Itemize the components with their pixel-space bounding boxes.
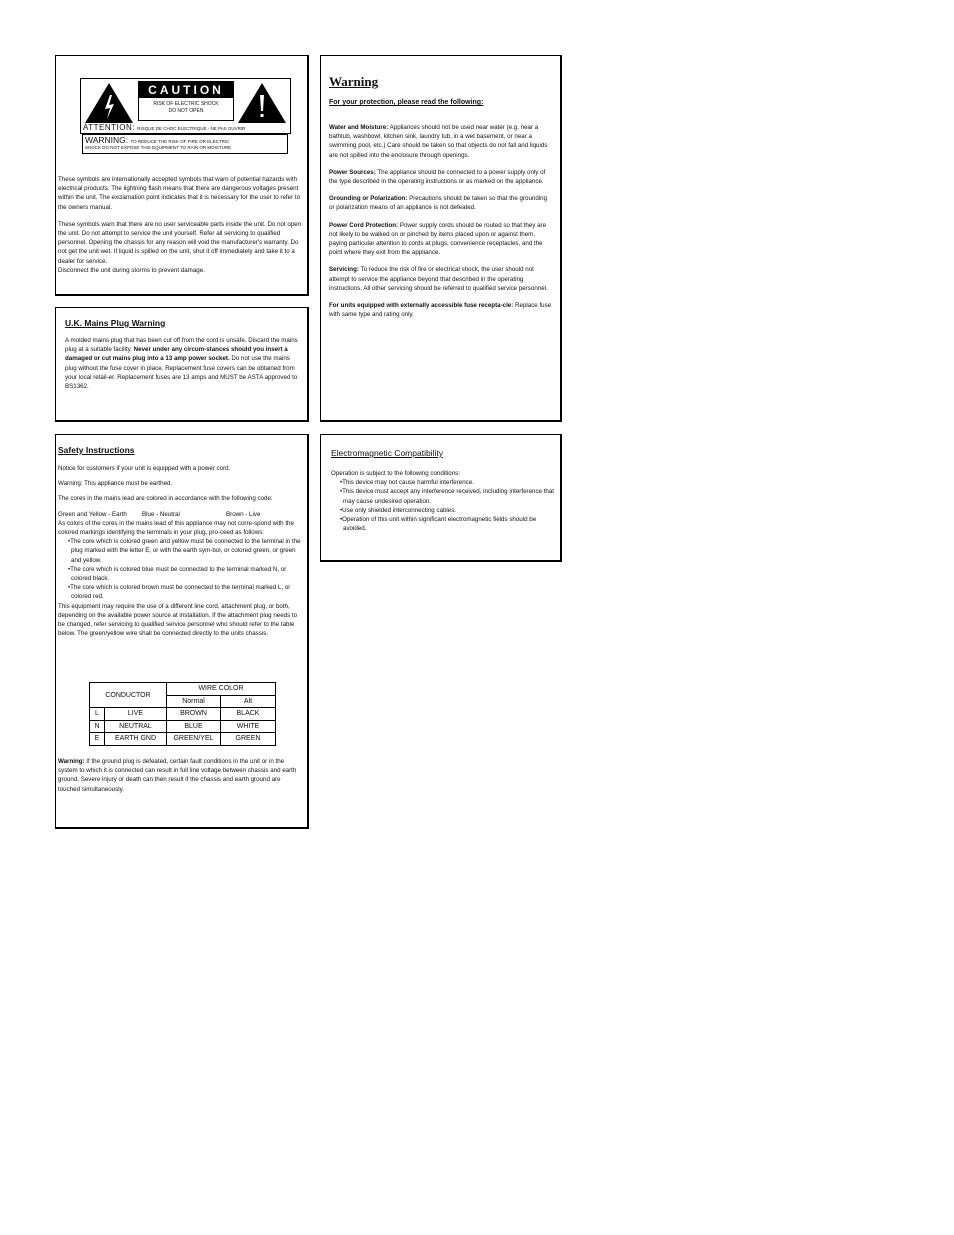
caution-para2: These symbols warn that there are no user serviceable parts inside the unit. Do not open the unit. Do not attempt to service the unit yourself. Refer all servicing to qualified personnel. Opening the chassis for any reason will void the manufacturer's warranty. Do not get the unit wet. If liquid is spilled on the unit, shut it off immediately and take it to a dealer for service.: [58, 220, 302, 265]
warning-title: Warning: [329, 74, 379, 89]
caution-para1: These symbols are internationally accepted symbols that warn of potential hazards with electrical products. The lightning flash means that there are dangerous voltages present within the unit. The exclamation point indicates that it is necessary for the user to refer to the owners manual.: [58, 176, 301, 211]
safety-p5: This equipment may require the use of a different line cord, attachment plug, or both, depending on the available power source at installation. If the attachment plug needs to be changed, refer servicing to qualified service personnel who should refer to the table below. The green/yellow wire shall be connected directly to the units chassis.: [58, 602, 298, 638]
warning-subtitle: For your protection, please read the following:: [329, 99, 484, 106]
caution-para3: Disconnect the unit during storms to prevent damage.: [58, 266, 205, 274]
attention-text: RISQUE DE CHOC ELECTRIQUE - NE PAS OUVRIR: [137, 126, 246, 131]
safety-panel: [55, 434, 309, 829]
alt-header: Alt: [221, 695, 276, 708]
emc-bullet: •This device may not cause harmful interference.: [340, 479, 474, 487]
warning-item-power-sources: Power Sources: The appliance should be connected to a power supply only of the type described in the operating instructions or as marked on the appliance.: [329, 168, 546, 186]
safety-bullet-brown: •The core which is colored brown must be connected to the terminal marked L, or colored red.: [68, 584, 291, 601]
warning-item-water: Water and Moisture: Appliances should not be used near water (e.g. near a bathtub, washbowl, kitchen sink, laundry tub, in a wet basement, or near a swimming pool, etc.) Care should be taken so that objects do not fall and liquids are not spilled into the enclosure through openings.: [329, 124, 548, 159]
safety-title: Safety Instructions: [58, 445, 135, 455]
safety-bullet-green: •The core which is colored green and yellow must be connected to the terminal in the plug marked with the letter E, or with the earth sym-bol, or colored green, or green and yellow.: [68, 538, 301, 564]
warning-label-box: [82, 134, 288, 154]
caution-sub1: RISK OF ELECTRIC SHOCK: [153, 101, 219, 107]
uk-plug-panel: [55, 307, 309, 422]
warning-item-grounding: Grounding or Polarization: Precautions should be taken so that the grounding or polarization means of an appliance is not defeated.: [329, 195, 548, 212]
caution-sub2: DO NOT OPEN: [168, 108, 204, 114]
emc-title: Electromagnetic Compatibility: [331, 448, 443, 458]
table-row: N NEUTRAL BLUE WHITE: [90, 720, 276, 733]
conductor-header: CONDUCTOR: [90, 683, 167, 708]
safety-ground-warning: Warning: If the ground plug is defeated, certain fault conditions in the unit or in the system to which it is connected can result in full line voltage between chassis and earth ground. Severe injury or death can then result if the chassis and earth ground are touched simultaneously.: [58, 758, 297, 793]
caution-panel: [55, 55, 309, 296]
table-row: E EARTH GND GREEN/YEL GREEN: [90, 733, 276, 746]
safety-p2: Warning: This appliance must be earthed.: [58, 480, 173, 488]
exclamation-warning-icon: [236, 81, 288, 125]
warning-item-power-cord: Power Cord Protection: Power supply cords should be routed so that they are not likely to be walked on or pinched by items placed upon or against them, paying particular attention to cords at plugs, convenience receptacles, and the point where they exit from the appliance.: [329, 221, 547, 257]
warning-text1: TO REDUCE THE RISK OF FIRE OR ELECTRIC: [130, 139, 230, 144]
safety-color-code: Green and Yellow - Earth Blue - Neutral Brown - Live: [58, 510, 261, 518]
caution-label: [80, 78, 291, 134]
uk-plug-title: U.K. Mains Plug Warning: [65, 318, 166, 328]
safety-bullet-blue: •The core which is colored blue must be connected to the terminal marked N, or colored black.: [68, 565, 287, 583]
normal-header: Normal: [167, 695, 221, 708]
warning-text2: SHOCK DO NOT EXPOSE THIS EQUIPMENT TO RAIN OR MOISTURE: [85, 145, 232, 150]
caution-box: [138, 81, 234, 121]
emc-bullet: •Operation of this unit within significant electromagnetic fields should be avoided.: [340, 516, 537, 533]
safety-p1: Notice for customers if your unit is equipped with a power cord.: [58, 465, 231, 472]
wire-color-header: WIRE COLOR: [167, 683, 276, 696]
lightning-warning-icon: [83, 81, 135, 125]
emc-bullet: •Use only shielded interconnecting cables.: [340, 506, 457, 514]
warning-item-fuse: For units equipped with externally accessible fuse recepta-cle: Replace fuse with same type and rating only.: [329, 302, 552, 319]
safety-p4: As colors of the cores in the mains lead of this appliance may not corre-spond with the colored markings identifying the terminals in your plug, pro-ceed as follows:: [58, 519, 294, 536]
wire-color-table: [89, 682, 276, 746]
table-row: L LIVE BROWN BLACK: [90, 708, 276, 721]
warning-item-servicing: Servicing: To reduce the risk of fire or electrical shock, the user should not attempt to service the appliance beyond that described in the operating instructions. All other servicing should be referred to qualified service personnel.: [329, 266, 548, 292]
uk-plug-text: A molded mains plug that has been cut off from the cord is unsafe. Discard the mains plug at a suitable facility. Never under any circum-stances should you insert a damaged or cut mains plug into a 13 amp power socket. Do not use the mains plug without the fuse cover in place. Replacement fuse covers can be obtained from your local retail-er. Replacement fuses are 13 amps and MUST be ASTA approved to BS1362.: [65, 337, 298, 391]
attention-line: [83, 123, 289, 133]
emc-panel: [320, 434, 562, 562]
caution-title: CAUTION: [139, 82, 233, 98]
emc-intro: Operation is subject to the following conditions:: [331, 470, 460, 477]
safety-p3: The cores in the mains lead are colored in accordance with the following code:: [58, 495, 273, 503]
warning-panel: [320, 55, 562, 422]
emc-bullet: •This device must accept any interference received, including interference that may cause undesired operation.: [340, 488, 555, 505]
attention-label: ATTENTION:: [83, 123, 135, 132]
warning-label: WARNING:: [85, 135, 129, 145]
